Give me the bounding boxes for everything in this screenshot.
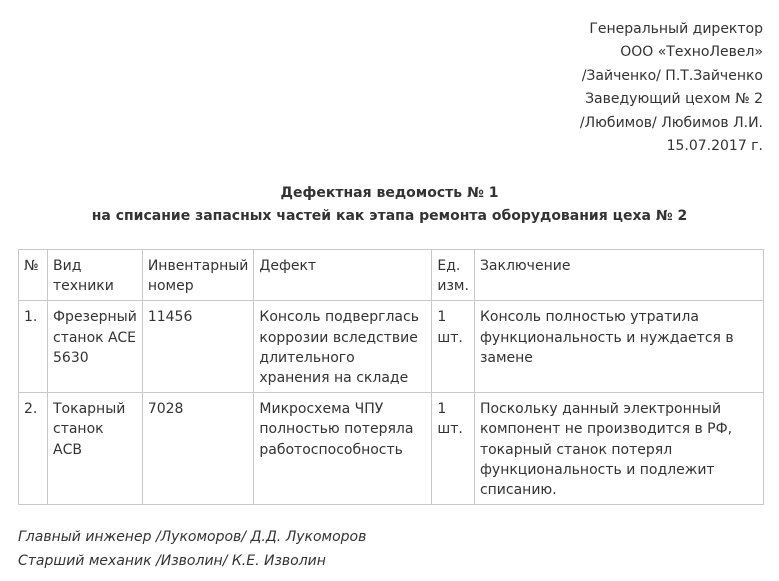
cell-conclusion: Поскольку данный электронный компонент не производится в РФ, токарный станок потерял функциональность и подлежит списанию. [474,393,763,505]
header-num: № [19,250,48,301]
cell-type: Фрезерный станок ACE 5630 [48,301,143,393]
approval-date: 15.07.2017 г. [666,138,763,155]
table-row [19,301,764,393]
header-defect: Дефект [254,250,432,301]
header-inventory: Инвентарный номер [142,250,254,301]
signatures-block [18,525,366,573]
cell-inventory: 11456 [142,301,254,393]
senior-mechanic-signature: Старший механик /Изволин/ К.Е. Изволин [18,553,326,569]
chief-engineer-signature: Главный инженер /Лукоморов/ Д.Д. Лукоморов [18,529,367,545]
header-type: Вид техники [48,250,143,301]
workshop-head-signature: /Любимов/ Любимов Л.И. [579,114,763,131]
defects-table [18,249,764,505]
workshop-head-position: Заведующий цехом № 2 [585,91,763,108]
table-row [19,393,764,505]
cell-inventory: 7028 [142,393,254,505]
cell-unit: 1 шт. [432,393,475,505]
table-header-row [19,250,764,301]
cell-num: 1. [19,301,48,393]
cell-conclusion: Консоль полностью утратила функциональность и нуждается в замене [474,301,763,393]
approval-block [580,18,763,158]
title-line-1: Дефектная ведомость № 1 [280,185,499,201]
approver-position: Генеральный директор [589,21,763,37]
cell-defect: Микросхема ЧПУ полностью потеряла работоспособность [254,393,432,505]
document-title [0,182,779,228]
title-line-2: на списание запасных частей как этапа ремонта оборудования цеха № 2 [91,208,688,224]
cell-type: Токарный станок АСВ [48,393,143,505]
cell-unit: 1 шт. [432,301,475,393]
header-unit: Ед. изм. [432,250,475,301]
approver-signature: /Зайченко/ П.Т.Зайченко [581,67,763,84]
cell-num: 2. [19,393,48,505]
company-name: ООО «ТехноЛевел» [620,44,763,61]
header-conclusion: Заключение [474,250,763,301]
cell-defect: Консоль подверглась коррозии вследствие длительного хранения на складе [254,301,432,393]
